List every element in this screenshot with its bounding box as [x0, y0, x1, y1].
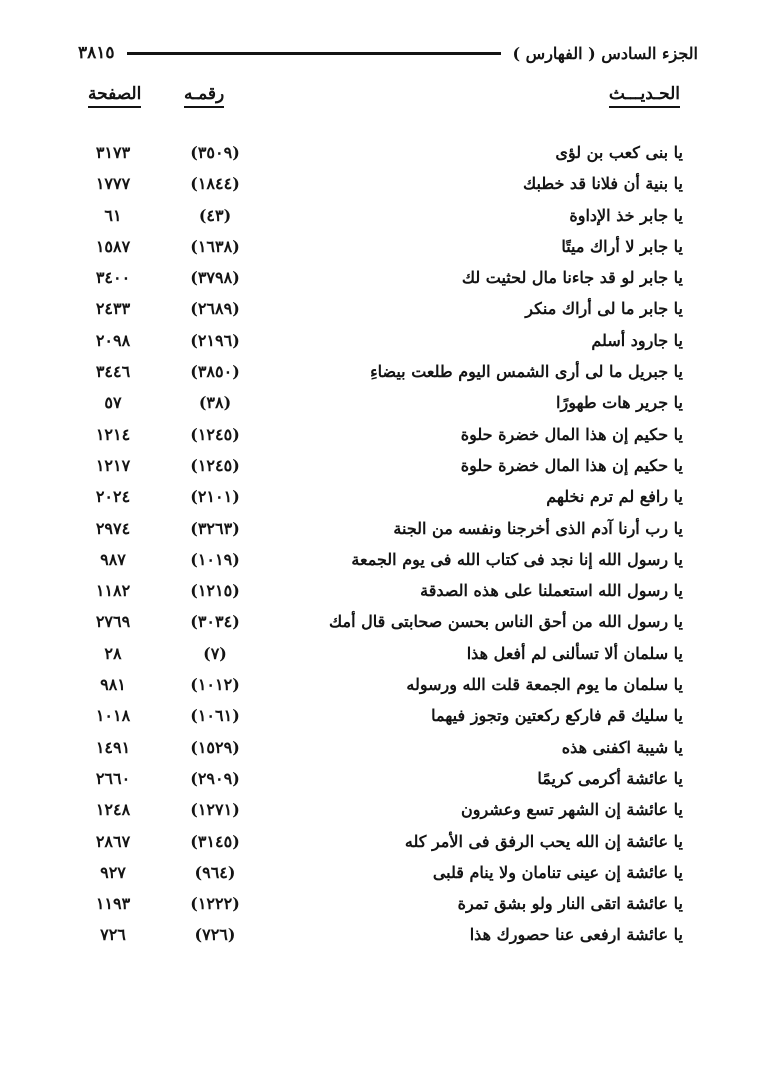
- hadith-number: (٧): [203, 643, 227, 663]
- hadith-number: (٣٠٣٤): [190, 612, 240, 632]
- hadith-number: (٣٨٥٠): [190, 362, 240, 382]
- index-row: [78, 422, 683, 453]
- index-row: [78, 703, 683, 734]
- header-title: الجزء السادس ( الفهارس ): [512, 43, 698, 63]
- page-reference: ١٤٩١: [95, 737, 131, 757]
- hadith-text: يا سلمان ما يوم الجمعة قلت الله ورسوله: [406, 675, 683, 695]
- page-reference: ٣٤٠٠: [95, 268, 131, 288]
- index-row: [78, 922, 683, 953]
- page-number: ٣٨١٥: [78, 43, 115, 63]
- index-row: [78, 140, 683, 171]
- index-row: [78, 797, 683, 828]
- index-row: [78, 296, 683, 327]
- hadith-text: يا عائشة إن الشهر تسع وعشرون: [461, 800, 683, 820]
- page-reference: ٢٤٣٣: [95, 299, 131, 319]
- page-reference: ٩٢٧: [100, 862, 126, 882]
- hadith-number: (٢١٠١): [190, 487, 240, 507]
- page-reference: ١٢٤٨: [95, 800, 131, 820]
- hadith-text: يا جارود أسلم: [591, 330, 683, 350]
- hadith-text: يا جرير هات طهورًا: [556, 393, 683, 413]
- page-reference: ١٧٧٧: [95, 174, 131, 194]
- page-reference: ٢٦٦٠: [95, 768, 131, 788]
- running-header: [78, 40, 698, 66]
- index-row: [78, 860, 683, 891]
- hadith-number: (١٠١٢): [190, 675, 240, 695]
- hadith-text: يا جبريل ما لى أرى الشمس اليوم طلعت بيضاءِ: [370, 362, 683, 382]
- hadith-text: يا شيبة اكفنى هذه: [561, 737, 683, 757]
- hadith-text: يا رب أرنا آدم الذى أخرجنا ونفسه من الجنة: [393, 518, 683, 538]
- page-reference: ١١٨٢: [95, 581, 131, 601]
- index-row: [78, 328, 683, 359]
- index-row: [78, 171, 683, 202]
- hadith-number: (١٢١٥): [190, 581, 240, 601]
- index-row: [78, 203, 683, 234]
- hadith-text: يا جابر لا أراك ميتًا: [561, 236, 683, 256]
- index-row: [78, 516, 683, 547]
- index-row: [78, 547, 683, 578]
- page-reference: ١١٩٣: [95, 894, 131, 914]
- hadith-text: يا عائشة اتقى النار ولو بشق تمرة: [457, 894, 683, 914]
- page-reference: ٣٤٤٦: [95, 362, 131, 382]
- hadith-number: (١٨٤٤): [190, 174, 240, 194]
- header-rule: [127, 52, 501, 55]
- column-header-number: رقمـه: [184, 84, 224, 108]
- index-row: [78, 891, 683, 922]
- index-row: [78, 234, 683, 265]
- hadith-text: يا عائشة ارفعى عنا حصورك هذا: [469, 925, 683, 945]
- column-header-hadith: الحـديـــث: [609, 84, 680, 108]
- index-row: [78, 735, 683, 766]
- index-row: [78, 484, 683, 515]
- hadith-text: يا جابر ما لى أراك منكر: [525, 299, 683, 319]
- index-row: [78, 672, 683, 703]
- hadith-text: يا رسول الله من أحق الناس بحسن صحابتى قال أمك: [329, 612, 683, 632]
- page-reference: ١٠١٨: [95, 706, 131, 726]
- hadith-number: (١٢٢٢): [190, 894, 240, 914]
- hadith-number: (٢١٩٦): [190, 330, 240, 350]
- hadith-number: (٢٦٨٩): [190, 299, 240, 319]
- index-row: [78, 265, 683, 296]
- index-rows: [78, 140, 683, 954]
- hadith-text: يا عائشة إن عينى تنامان ولا ينام قلبى: [432, 862, 683, 882]
- hadith-text: يا بنية أن فلانا قد خطبك: [523, 174, 683, 194]
- page-reference: ٢٠٢٤: [95, 487, 131, 507]
- hadith-text: يا عائشة أكرمى كريمًا: [537, 768, 683, 788]
- hadith-text: يا حكيم إن هذا المال خضرة حلوة: [460, 424, 683, 444]
- page-reference: ٩٨٧: [100, 549, 126, 569]
- hadith-number: (٣٧٩٨): [190, 268, 240, 288]
- page-reference: ١٥٨٧: [95, 236, 131, 256]
- page-reference: ٣١٧٣: [95, 143, 131, 162]
- hadith-number: (١٠١٩): [190, 549, 240, 569]
- page-reference: ١٢١٤: [95, 424, 131, 444]
- page-reference: ٢٧٦٩: [95, 612, 131, 632]
- page-reference: ٢٨: [104, 643, 122, 663]
- hadith-number: (٧٢٦): [194, 925, 236, 945]
- index-row: [78, 578, 683, 609]
- hadith-number: (١٢٧١): [190, 800, 240, 820]
- index-row: [78, 359, 683, 390]
- index-row: [78, 609, 683, 640]
- page-reference: ١٢١٧: [95, 455, 131, 475]
- hadith-number: (٣٥٠٩): [190, 143, 240, 162]
- hadith-number: (٣١٤٥): [190, 831, 240, 851]
- hadith-number: (١٥٢٩): [190, 737, 240, 757]
- hadith-text: يا عائشة إن الله يحب الرفق فى الأمر كله: [404, 831, 683, 851]
- hadith-text: يا جابر لو قد جاءنا مال لحثيت لك: [461, 268, 683, 288]
- hadith-number: (١٢٤٥): [190, 424, 240, 444]
- hadith-number: (١٦٣٨): [190, 236, 240, 256]
- page-reference: ٢٠٩٨: [95, 330, 131, 350]
- index-row: [78, 829, 683, 860]
- hadith-text: يا رافع لم ترم نخلهم: [546, 487, 683, 507]
- hadith-number: (٣٢٦٣): [190, 518, 240, 538]
- page-reference: ٩٨١: [100, 675, 126, 695]
- hadith-text: يا سلمان ألا تسألنى لم أفعل هذا: [466, 643, 683, 663]
- hadith-number: (٤٣): [198, 205, 232, 225]
- index-row: [78, 390, 683, 421]
- hadith-number: (١٢٤٥): [190, 455, 240, 475]
- column-header-page: الصفحة: [88, 84, 141, 108]
- page-reference: ٦١: [104, 205, 122, 225]
- page-reference: ٢٩٧٤: [95, 518, 131, 538]
- hadith-number: (٩٦٤): [194, 862, 236, 882]
- page-reference: ٢٨٦٧: [95, 831, 131, 851]
- index-row: [78, 453, 683, 484]
- hadith-text: يا سليك قم فاركع ركعتين وتجوز فيهما: [431, 706, 683, 726]
- hadith-number: (١٠٦١): [190, 706, 240, 726]
- page-reference: ٧٢٦: [100, 925, 126, 945]
- column-headers: [78, 84, 680, 112]
- hadith-text: يا رسول الله إنا نجد فى كتاب الله فى يوم الجمعة: [351, 549, 683, 569]
- hadith-text: يا بنى كعب بن لؤى: [555, 143, 683, 162]
- index-row: [78, 641, 683, 672]
- hadith-text: يا حكيم إن هذا المال خضرة حلوة: [460, 455, 683, 475]
- hadith-number: (٣٨): [198, 393, 232, 413]
- page-reference: ٥٧: [104, 393, 122, 413]
- hadith-number: (٢٩٠٩): [190, 768, 240, 788]
- hadith-text: يا جابر خذ الإداوة: [569, 205, 683, 225]
- index-row: [78, 766, 683, 797]
- hadith-text: يا رسول الله استعملنا على هذه الصدقة: [420, 581, 683, 601]
